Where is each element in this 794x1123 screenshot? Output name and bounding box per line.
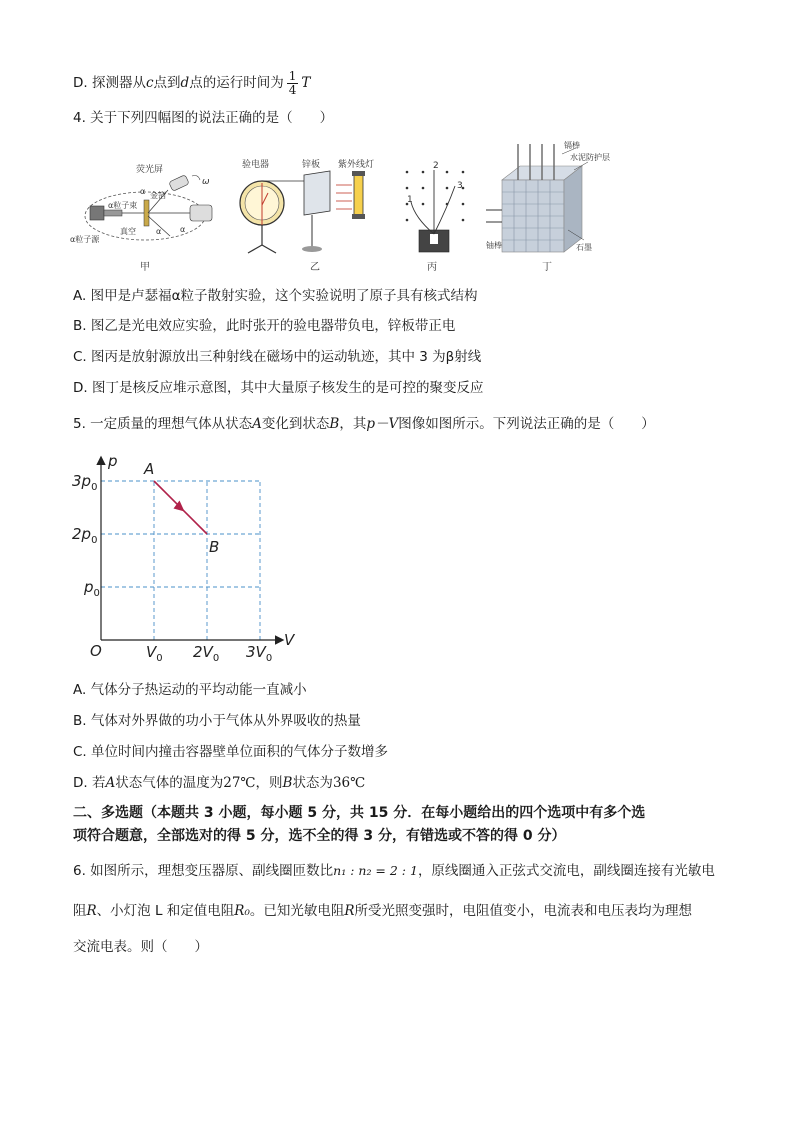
q6-l2-text4: 所受光照变强时，电阻值变小，电流表和电压表均为理想 [354,903,693,919]
label-vacuum: 真空 [120,227,136,236]
figure-bing [395,158,475,276]
y-tick-label: $2p_0$ [72,525,98,546]
fraction-numerator: 1 [288,68,297,83]
q6-line1 [73,861,715,881]
figure-ding [484,140,634,276]
section2-heading-line1: 二、多选题（本题共 3 小题，每小题 5 分，共 15 分．在每小题给出的四个选项中有多个选 [73,805,646,821]
q5-option-a: A. 气体分子热运动的平均动能一直减小 [73,682,307,698]
q4-option-b: B. 图乙是光电效应实验，此时张开的验电器带负电，锌板带正电 [73,318,456,334]
x-tick-label: $2V_0$ [193,643,220,664]
q4-option-a: A. 图甲是卢瑟福α粒子散射实验，这个实验说明了原子具有核式结构 [73,288,478,304]
q5-optd-text3: ，则 [255,775,283,791]
q5-optd-text4: 状态为 [292,775,333,791]
q6-l2-text2: 、小灯泡 L 和定值电阻 [96,903,235,919]
section2-heading-line2: 项符合题意，全部选对的得 5 分，选不全的得 3 分，有错选或不答的得 0 分） [73,828,566,844]
q6-text2: ，原线圈通入正弦式交流电，副线圈连接有光敏电 [417,863,715,879]
label-track-2: 2 [433,161,439,171]
q6-line3: 交流电表。则（ ） [73,939,208,955]
caption-yi: 乙 [310,262,320,273]
label-graphite: 石墨 [576,243,592,252]
q5-stem-text3: ，其 [339,416,367,432]
caption-bing: 丙 [427,262,437,273]
q5-stem-text: 5. 一定质量的理想气体从状态 [73,416,253,432]
q5-option-c: C. 单位时间内撞击容器壁单位面积的气体分子数增多 [73,744,389,760]
y-axis-label: p [108,452,118,470]
label-alpha-1: α [140,187,146,196]
point-label-b: B [209,538,220,556]
q5-optd-temp1: 27℃ [223,775,256,791]
q5-optd-text: D. 若 [73,775,106,791]
q5-optd-temp2: 36℃ [332,775,366,791]
label-concrete-shield: 水泥防护层 [570,153,610,162]
q6-var-r0: R₀ [234,903,250,919]
origin-label: O [90,642,102,660]
q3-fraction [287,70,299,97]
caption-ding: 丁 [542,262,552,273]
q6-turns-ratio: n₁ : n₂ = 2 : 1 [333,863,418,878]
x-axis-label: V [284,631,295,649]
fraction-denominator: 4 [288,82,297,97]
q5-stem-text2: 变化到状态 [261,416,330,432]
y-tick-label: $3p_0$ [72,472,98,493]
q5-optd-b: B [282,775,293,791]
q6-var-r-2: R [344,903,355,919]
q6-line2 [73,901,692,921]
q4-option-d: D. 图丁是核反应堆示意图，其中大量原子核发生的是可控的聚变反应 [73,380,484,396]
q6-text: 6. 如图所示，理想变压器原、副线圈匝数比 [73,863,334,879]
q5-stem [73,414,655,434]
photoelectric-diagram [232,153,382,276]
figure-jia [70,158,220,276]
q3-var-t: T [301,75,311,91]
rutherford-apparatus-diagram [70,158,220,276]
q6-l2-text: 阻 [73,903,87,919]
q3-option-d [73,68,310,98]
label-alpha-beam: α粒子束 [108,201,138,210]
q3-option-d-text3: 点的运行时间为 [189,75,284,91]
figure-yi [232,153,382,276]
q5-state-b: B [329,416,340,432]
label-omega: ω [202,177,210,187]
q3-option-d-text2: 点到 [153,75,181,91]
q5-optd-a: A [105,775,116,791]
label-uranium-rod: 铀棒 [486,241,502,250]
pv-graph-svg [70,450,310,670]
radiation-tracks-diagram [395,158,475,276]
q5-stem-text4: 图像如图所示。下列说法正确的是（ ） [398,416,655,432]
label-alpha-3: α [156,227,162,236]
pv-ticks [72,472,272,664]
label-gold-foil: 金箔 [150,191,166,200]
label-zinc-plate: 锌板 [302,160,321,170]
q6-l2-text3: 。已知光敏电阻 [249,903,345,919]
q5-option-d [73,773,365,793]
q3-var-c: c [145,75,154,91]
q5-option-b: B. 气体对外界做的功小于气体从外界吸收的热量 [73,713,361,729]
q4-stem: 4. 关于下列四幅图的说法正确的是（ ） [73,110,334,126]
point-label-a: A [144,460,155,478]
reactor-diagram [484,140,634,276]
q4-option-c: C. 图丙是放射源放出三种射线在磁场中的运动轨迹，其中 3 为β射线 [73,349,482,365]
x-tick-label: $V_0$ [146,643,163,664]
label-track-3: 3 [457,181,463,191]
label-fluorescent-screen: 荧光屏 [136,165,164,175]
label-alpha-source: α粒子源 [70,235,100,244]
pv-graph [70,450,310,670]
q5-pv: p－V [366,416,399,432]
x-tick-label: $3V_0$ [246,643,273,664]
q6-var-r: R [86,903,97,919]
caption-jia: 甲 [140,262,150,273]
label-electroscope: 验电器 [242,160,270,170]
q3-option-d-text: D. 探测器从 [73,75,146,91]
label-alpha-2: α [180,225,186,234]
label-cadmium-rod: 镉棒 [564,141,580,150]
y-tick-label: $p_0$ [84,578,100,599]
q5-state-a: A [252,416,262,432]
q5-optd-text2: 状态气体的温度为 [115,775,224,791]
label-uv-lamp: 紫外线灯 [338,160,375,170]
q3-var-d: d [180,75,190,91]
label-track-1: 1 [407,195,413,205]
